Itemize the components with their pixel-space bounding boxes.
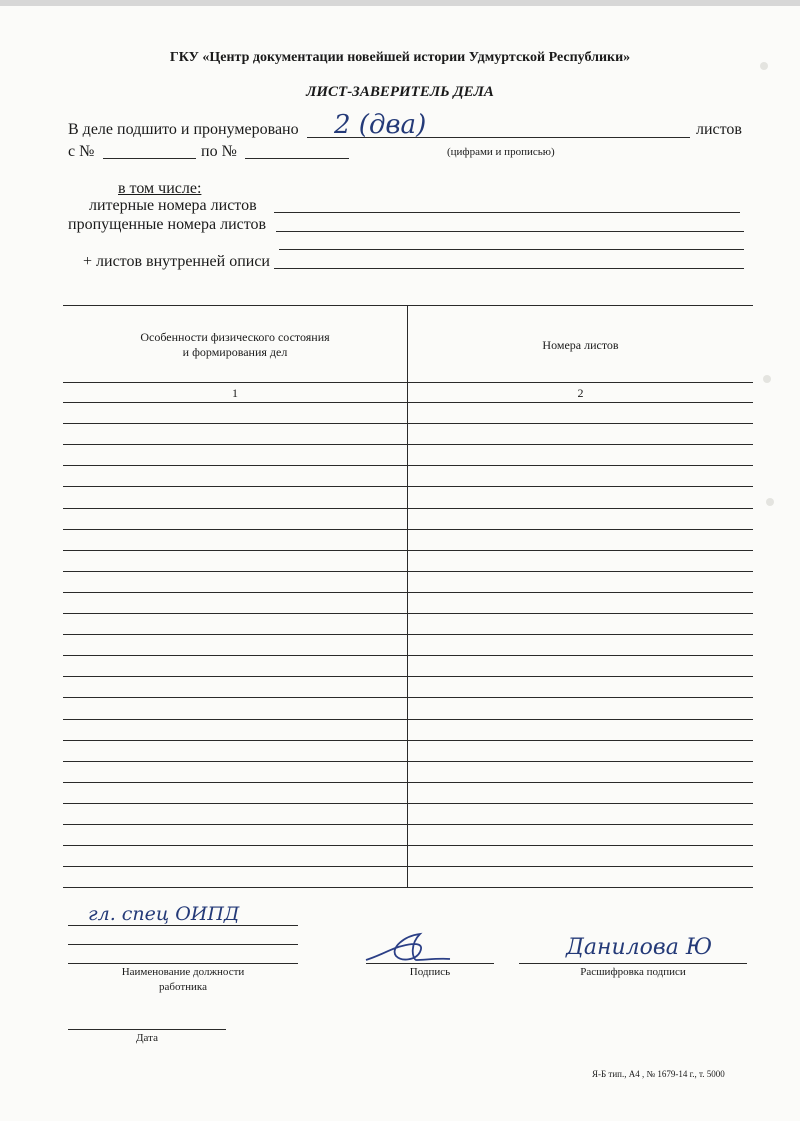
table-row <box>63 529 753 530</box>
table-row <box>63 571 753 572</box>
print-info: Я-Б тип., А4 , № 1679-14 г., т. 5000 <box>592 1069 725 1079</box>
position-label-2: работника <box>159 981 207 993</box>
numbered-handwritten-value: 2 (два) <box>334 110 427 140</box>
col1-number: 1 <box>232 386 238 400</box>
missing-numbers-label: пропущенные номера листов <box>68 216 267 233</box>
decoding-line <box>519 963 747 964</box>
from-label: с № <box>68 143 95 160</box>
org-header: ГКУ «Центр документации новейшей истории Удмуртской Республики» <box>169 50 631 65</box>
literal-numbers-line <box>274 212 740 213</box>
table-row <box>63 592 753 593</box>
table-row <box>63 803 753 804</box>
date-label: Дата <box>136 1032 158 1044</box>
to-field-line <box>245 158 349 159</box>
digits-hint: (цифрами и прописью) <box>447 146 555 158</box>
table-row <box>63 550 753 551</box>
table-header-bottom <box>63 382 753 383</box>
table-row <box>63 634 753 635</box>
table-row <box>63 719 753 720</box>
numbered-label: В деле подшито и пронумеровано <box>68 121 299 138</box>
table-row <box>63 655 753 656</box>
signature-label: Подпись <box>409 966 451 978</box>
table-row <box>63 845 753 846</box>
col1-header-line2: и формирования дел <box>182 345 288 359</box>
table-row <box>63 465 753 466</box>
scan-speck <box>763 375 771 383</box>
missing-numbers-line <box>276 231 744 232</box>
scan-edge <box>0 0 800 6</box>
to-label: по № <box>201 143 237 160</box>
internal-inventory-line <box>274 268 744 269</box>
signature-mark <box>362 930 452 971</box>
internal-inventory-label: + листов внутренней описи <box>83 253 270 270</box>
position-handwritten-value: гл. спец ОИПД <box>88 903 240 925</box>
position-line-2 <box>68 944 298 945</box>
document-title: ЛИСТ-ЗАВЕРИТЕЛЬ ДЕЛА <box>306 84 494 100</box>
sheets-label: листов <box>696 121 742 138</box>
position-line-1 <box>68 925 298 926</box>
date-line <box>68 1029 226 1030</box>
decoding-label: Расшифровка подписи <box>580 966 686 978</box>
table-row <box>63 402 753 403</box>
col1-header-line1: Особенности физического состояния <box>140 330 330 344</box>
table-row <box>63 761 753 762</box>
table-row <box>63 613 753 614</box>
table-row <box>63 508 753 509</box>
table-row <box>63 697 753 698</box>
table-row <box>63 866 753 867</box>
position-line-3 <box>68 963 298 964</box>
literal-numbers-label: литерные номера листов <box>89 197 257 214</box>
table-row <box>63 444 753 445</box>
scan-speck <box>766 498 774 506</box>
table-row <box>63 423 753 424</box>
table-row <box>63 740 753 741</box>
table-row <box>63 782 753 783</box>
table-top-border <box>63 305 753 306</box>
missing-numbers-line-2 <box>279 249 744 250</box>
table-row <box>63 887 753 888</box>
position-label-1: Наименование должности <box>121 966 245 978</box>
scan-speck <box>760 62 768 70</box>
col2-number: 2 <box>577 386 584 400</box>
including-label: в том числе: <box>118 180 202 197</box>
table-row <box>63 676 753 677</box>
col2-header: Номера листов <box>542 338 619 352</box>
table-row <box>63 486 753 487</box>
table-row <box>63 824 753 825</box>
decoding-handwritten-value: Данилова Ю <box>566 935 713 960</box>
from-field-line <box>103 158 196 159</box>
